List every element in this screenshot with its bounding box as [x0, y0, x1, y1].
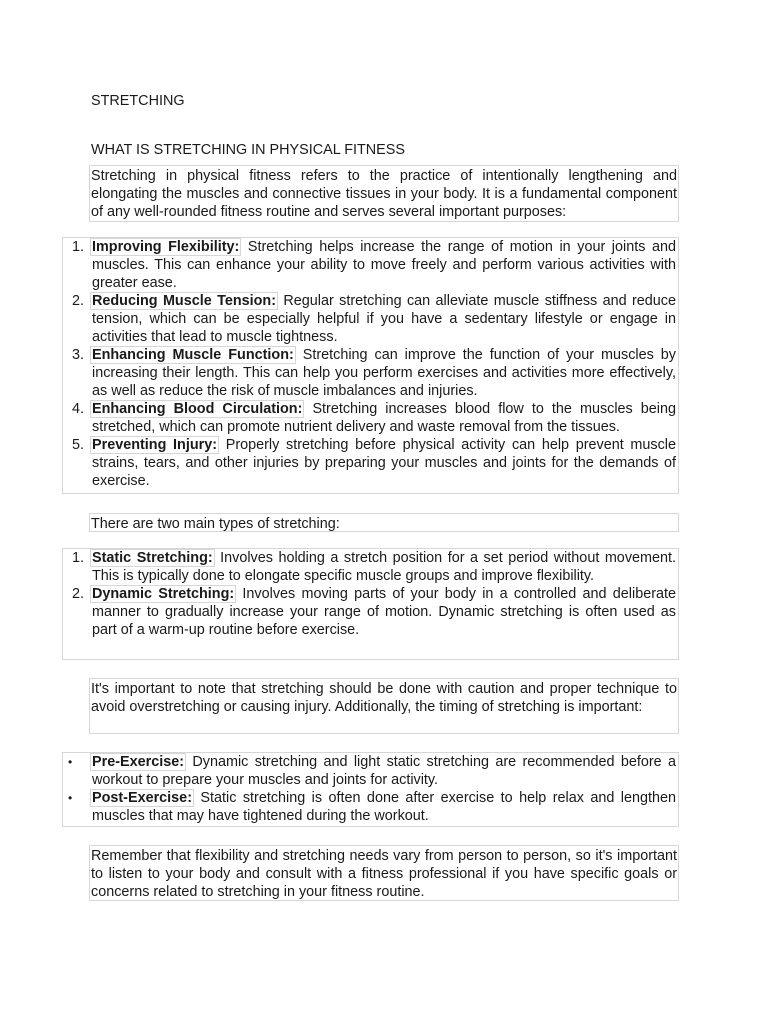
list-item-text: Stretching helps increase the range of motion in your joints and muscles. This can enhance your ability to move freely and perform various activities with greater ease. — [92, 239, 676, 291]
list-item — [64, 292, 677, 346]
list-item — [64, 753, 677, 789]
bullet-icon: • — [68, 755, 73, 769]
intro-text: Stretching in physical fitness refers to the practice of intentionally lengthening and elongating the muscles and connective tissues in your body. It is a fundamental component of any well-rounded fitness routine and serves several important purposes: — [91, 168, 677, 220]
list-item-text: Involves moving parts of your body in a controlled and deliberate manner to gradually increase your range of motion. Dynamic stretching is often used as part of a warm-up routine before exercise. — [92, 586, 677, 638]
caution-text: It's important to note that stretching should be done with caution and proper technique to avoid overstretching or causing injury. Additionally, the timing of stretching is important: — [91, 681, 677, 715]
list-number: 1. — [71, 239, 84, 255]
list-item — [64, 789, 677, 825]
list-item-text: Static stretching is often done after exercise to help relax and lengthen muscles that may have tightened during the workout. — [92, 790, 676, 824]
list-item-term: Enhancing Blood Circulation: — [92, 401, 303, 417]
list-item — [64, 400, 677, 436]
list-item-text: Involves holding a stretch position for a set period without movement. This is typically done to elongate specific muscle groups and improve flexibility. — [92, 550, 677, 584]
section-heading: WHAT IS STRETCHING IN PHYSICAL FITNESS — [91, 142, 405, 158]
list-item-term: Static Stretching: — [92, 550, 213, 566]
list-item — [64, 436, 677, 490]
list-number: 3. — [71, 347, 84, 363]
timing-list — [62, 752, 679, 827]
types-intro-text: There are two main types of stretching: — [91, 516, 340, 532]
list-item-text: Stretching increases blood flow to the muscles being stretched, which can promote nutrient delivery and waste removal from the tissues. — [92, 401, 677, 435]
list-item-term: Improving Flexibility: — [92, 239, 240, 255]
caution-paragraph — [89, 678, 679, 734]
document-title: STRETCHING — [91, 93, 185, 109]
list-number: 2. — [71, 586, 84, 602]
list-item-text: Properly stretching before physical activity can help prevent muscle strains, tears, and other injuries by preparing your muscles and joints for the demands of exercise. — [92, 437, 677, 489]
list-item-term: Reducing Muscle Tension: — [92, 293, 277, 309]
bullet-icon: • — [68, 791, 73, 805]
list-item-term: Post-Exercise: — [92, 790, 192, 806]
list-item-term: Dynamic Stretching: — [92, 586, 235, 602]
closing-text: Remember that flexibility and stretching needs vary from person to person, so it's important to listen to your body and consult with a fitness professional if you have specific goals or concerns related to stretching in your fitness routine. — [91, 848, 677, 900]
list-number: 4. — [71, 401, 84, 417]
purposes-list — [62, 237, 679, 494]
list-item — [64, 549, 677, 585]
list-number: 5. — [71, 437, 84, 453]
intro-paragraph — [89, 165, 679, 222]
list-number: 1. — [71, 550, 84, 566]
list-item-term: Pre-Exercise: — [92, 754, 185, 770]
list-item-text: Dynamic stretching and light static stretching are recommended before a workout to prepare your muscles and joints for activity. — [92, 754, 676, 788]
list-item-text: Regular stretching can alleviate muscle stiffness and reduce tension, which can be especially helpful if you have a sedentary lifestyle or engage in activities that lead to muscle tightness. — [92, 293, 677, 345]
list-item-text: Stretching can improve the function of your muscles by increasing their length. This can help you perform exercises and activities more effectively, as well as reduce the risk of muscle imbalances and injuries. — [92, 347, 676, 399]
list-item — [64, 585, 677, 639]
list-item — [64, 238, 677, 292]
closing-paragraph — [89, 845, 679, 901]
types-list — [62, 548, 679, 660]
list-item — [64, 346, 677, 400]
types-intro-paragraph — [89, 513, 679, 532]
list-item-term: Enhancing Muscle Function: — [92, 347, 294, 363]
list-item-term: Preventing Injury: — [92, 437, 218, 453]
list-number: 2. — [71, 293, 84, 309]
